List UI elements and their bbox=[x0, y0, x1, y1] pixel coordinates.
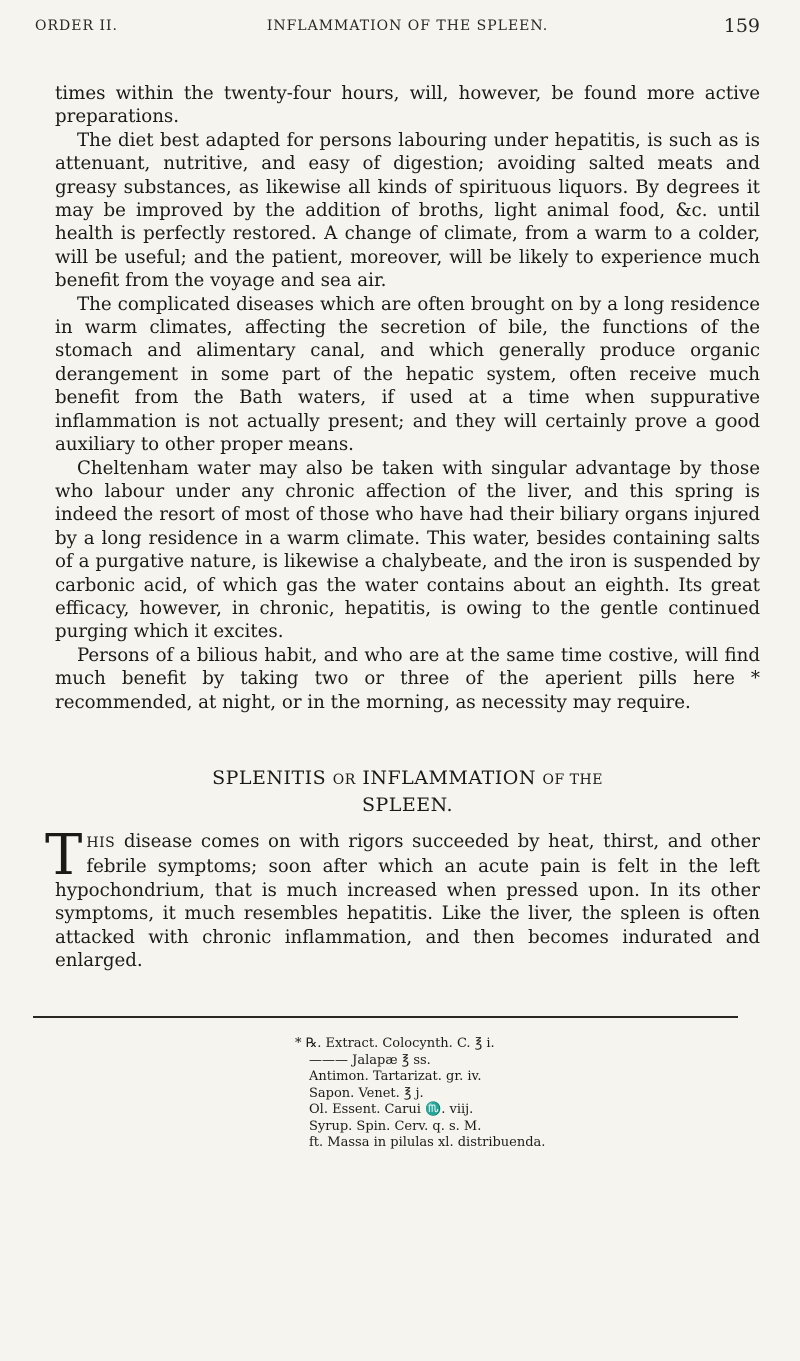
footnote-line: Sapon. Venet. ℥ j. bbox=[309, 1085, 424, 1101]
heading-word: INFLAMMATION bbox=[362, 766, 536, 789]
footnote-line: Ol. Essent. Carui ♏. viij. bbox=[309, 1102, 474, 1118]
drop-cap: T bbox=[45, 822, 83, 888]
paragraph-text: disease comes on with rigors succeeded by heat, thirst, and other febrile symptoms; soon after which an acute pain is felt in the left hypochondrium, that is much increased when pressed upon. In its other symptoms, it much resembles hepatitis. Like the liver, the spleen is often attacked with chronic inflammation, and then becomes indurated and enlarged. bbox=[55, 830, 760, 971]
footnote-line: ——— Jalapæ ℥ ss. bbox=[309, 1052, 431, 1068]
footnote-line: * ℞. Extract. Colocynth. C. ℥ i. bbox=[295, 1036, 495, 1052]
page-body bbox=[45, 82, 760, 1152]
section-heading bbox=[55, 766, 760, 818]
section-paragraph bbox=[45, 822, 760, 972]
heading-word: OF THE bbox=[542, 771, 603, 788]
heading-word: SPLENITIS bbox=[212, 766, 327, 789]
footnote bbox=[295, 1036, 760, 1152]
header-title: INFLAMMATION OF THE SPLEEN. bbox=[266, 18, 549, 34]
footnote-line: Syrup. Spin. Cerv. q. s. M. bbox=[309, 1118, 482, 1134]
header-section: ORDER II. bbox=[35, 18, 118, 34]
footnote-rule bbox=[33, 1016, 738, 1018]
paragraph: The complicated diseases which are often brought on by a long residence in warm climates, affecting the secretion of bile, the functions of the stomach and alimentary canal, and which generally produce organic derangement in some part of the hepatic system, often receive much benefit from the Bath waters, if used at a time when suppurative inflammation is not actually present; and they will certainly prove a good auxiliary to other proper means. bbox=[55, 293, 760, 456]
footnote-line: ft. Massa in pilulas xl. distribuenda. bbox=[309, 1135, 546, 1151]
lead-word: HIS bbox=[86, 834, 116, 851]
footnote-line: Antimon. Tartarizat. gr. iv. bbox=[309, 1069, 482, 1085]
page-number: 159 bbox=[723, 15, 760, 37]
heading-line-2: SPLEEN. bbox=[361, 793, 454, 816]
heading-word: OR bbox=[332, 771, 356, 788]
paragraph: The diet best adapted for persons labouring under hepatitis, is such as is attenuant, nutritive, and easy of digestion; avoiding salted meats and greasy substances, as likewise all kinds of spirituous liquors. By degrees it may be improved by the addition of broths, light animal food, &c. until health is perfectly restored. A change of climate, from a warm to a colder, will be useful; and the patient, moreover, will be likely to experience much benefit from the voyage and sea air. bbox=[55, 129, 760, 292]
running-header bbox=[35, 15, 760, 44]
paragraph: Cheltenham water may also be taken with singular advantage by those who labour under any chronic affection of the liver, and this spring is indeed the resort of most of those who have had their biliary organs injured by a long residence in a warm climate. This water, besides containing salts of a purgative nature, is likewise a chalybeate, and the iron is suspended by carbonic acid, of which gas the water contains about an eighth. Its great efficacy, however, in chronic, hepatitis, is owing to the gentle continued purging which it excites. bbox=[55, 457, 760, 643]
paragraph: times within the twenty-four hours, will, however, be found more active preparations. bbox=[55, 83, 760, 128]
paragraph: Persons of a bilious habit, and who are at the same time costive, will find much benefit by taking two or three of the aperient pills here * recommended, at night, or in the morning, as necessity may require. bbox=[55, 644, 760, 713]
